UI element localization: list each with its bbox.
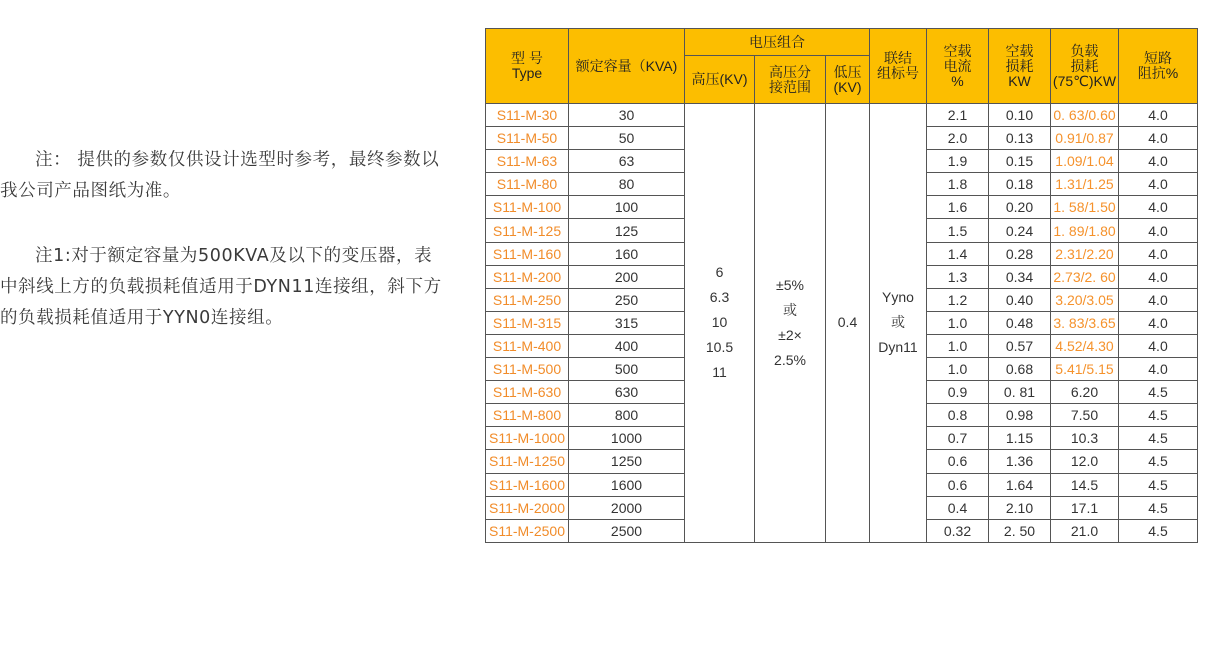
table-body	[486, 104, 1198, 543]
cell-model: S11-M-160	[486, 242, 569, 265]
cell-no-load-current: 1.2	[927, 288, 989, 311]
cell-impedance: 4.0	[1119, 150, 1198, 173]
header-model-cn: 型 号	[511, 50, 543, 66]
header-ll-line2: 损耗	[1070, 57, 1099, 74]
cell-capacity: 50	[569, 127, 685, 150]
cell-no-load-loss: 0.18	[989, 173, 1051, 196]
cell-load-loss: 6.20	[1051, 381, 1119, 404]
cell-impedance: 4.0	[1119, 358, 1198, 381]
cell-load-loss: 21.0	[1051, 519, 1119, 542]
cell-capacity: 125	[569, 219, 685, 242]
cell-model: S11-M-1600	[486, 473, 569, 496]
cell-model: S11-M-2000	[486, 496, 569, 519]
header-tap-line1: 高压分	[769, 63, 811, 80]
cell-load-loss: 12.0	[1051, 450, 1119, 473]
cell-load-loss: 2.31/2.20	[1051, 242, 1119, 265]
note-load-loss: 注1:对于额定容量为500KVA及以下的变压器，表中斜线上方的负载损耗值适用于DYN11连接组，斜下方的负载损耗值适用于YYN0连接组。	[0, 246, 442, 328]
cell-capacity: 80	[569, 173, 685, 196]
cell-hv-tap-range-line: ±5%	[776, 276, 804, 293]
cell-model: S11-M-630	[486, 381, 569, 404]
cell-model: S11-M-100	[486, 196, 569, 219]
table-row	[486, 104, 1198, 127]
cell-impedance: 4.5	[1119, 427, 1198, 450]
cell-no-load-loss: 0.15	[989, 150, 1051, 173]
cell-no-load-current: 1.3	[927, 265, 989, 288]
cell-capacity: 200	[569, 265, 685, 288]
cell-model: S11-M-2500	[486, 519, 569, 542]
cell-no-load-current: 1.6	[927, 196, 989, 219]
cell-capacity: 315	[569, 311, 685, 334]
cell-no-load-current: 0.6	[927, 473, 989, 496]
cell-hv-tap-range-line: ±2×	[778, 326, 802, 343]
cell-model: S11-M-800	[486, 404, 569, 427]
header-connection-line1: 联结	[884, 50, 912, 66]
cell-model: S11-M-200	[486, 265, 569, 288]
cell-no-load-current: 1.4	[927, 242, 989, 265]
cell-no-load-loss: 0.40	[989, 288, 1051, 311]
cell-high-voltage	[685, 104, 755, 543]
cell-capacity: 2500	[569, 519, 685, 542]
cell-high-voltage-line: 10	[711, 314, 728, 331]
cell-load-loss: 3.20/3.05	[1051, 288, 1119, 311]
header-hv-tap-range	[755, 56, 826, 104]
cell-high-voltage-line: 6.3	[709, 289, 730, 306]
cell-high-voltage-line: 10.5	[705, 339, 734, 356]
cell-load-loss: 5.41/5.15	[1051, 358, 1119, 381]
cell-no-load-loss: 0.13	[989, 127, 1051, 150]
cell-hv-tap-range-line: 或	[783, 301, 797, 318]
cell-no-load-loss: 1.36	[989, 450, 1051, 473]
cell-no-load-loss: 1.15	[989, 427, 1051, 450]
transformer-spec-table	[485, 28, 1198, 543]
header-high-voltage: 高压(KV)	[685, 56, 755, 104]
cell-capacity: 800	[569, 404, 685, 427]
cell-capacity: 1250	[569, 450, 685, 473]
cell-impedance: 4.5	[1119, 519, 1198, 542]
header-tap-line2: 接范围	[769, 78, 811, 95]
cell-impedance: 4.0	[1119, 196, 1198, 219]
cell-impedance: 4.0	[1119, 288, 1198, 311]
cell-no-load-loss: 0.34	[989, 265, 1051, 288]
cell-capacity: 2000	[569, 496, 685, 519]
cell-load-loss: 7.50	[1051, 404, 1119, 427]
cell-model: S11-M-125	[486, 219, 569, 242]
cell-model: S11-M-315	[486, 311, 569, 334]
cell-capacity: 630	[569, 381, 685, 404]
cell-impedance: 4.0	[1119, 219, 1198, 242]
cell-connection	[870, 104, 927, 543]
header-ll-line1: 负载	[1070, 42, 1099, 59]
header-capacity: 额定容量（KVA)	[569, 29, 685, 104]
cell-low-voltage: 0.4	[826, 104, 870, 543]
header-model	[486, 29, 569, 104]
cell-no-load-loss: 0.48	[989, 311, 1051, 334]
cell-no-load-current: 1.0	[927, 334, 989, 357]
header-no-load-current	[927, 29, 989, 104]
cell-model: S11-M-250	[486, 288, 569, 311]
cell-no-load-current: 0.8	[927, 404, 989, 427]
cell-load-loss: 10.3	[1051, 427, 1119, 450]
cell-capacity: 250	[569, 288, 685, 311]
header-nlc-line3: %	[951, 72, 964, 89]
header-lv-line2: (KV)	[833, 78, 862, 95]
cell-impedance: 4.5	[1119, 496, 1198, 519]
cell-no-load-loss: 0.57	[989, 334, 1051, 357]
cell-impedance: 4.0	[1119, 127, 1198, 150]
cell-no-load-loss: 0.28	[989, 242, 1051, 265]
cell-no-load-current: 0.9	[927, 381, 989, 404]
cell-capacity: 63	[569, 150, 685, 173]
cell-load-loss: 1. 58/1.50	[1051, 196, 1119, 219]
header-nll-line1: 空载	[1005, 42, 1034, 59]
cell-no-load-current: 2.1	[927, 104, 989, 127]
cell-no-load-loss: 0. 81	[989, 381, 1051, 404]
cell-impedance: 4.0	[1119, 173, 1198, 196]
note-disclaimer: 注： 提供的参数仅供设计选型时参考，最终参数以我公司产品图纸为准。	[0, 150, 440, 201]
cell-capacity: 500	[569, 358, 685, 381]
header-nlc-line2: 电流	[943, 57, 972, 74]
cell-no-load-loss: 2.10	[989, 496, 1051, 519]
cell-impedance: 4.0	[1119, 104, 1198, 127]
cell-no-load-current: 0.4	[927, 496, 989, 519]
header-imp-line1: 短路	[1144, 50, 1172, 66]
header-voltage-group: 电压组合	[685, 29, 870, 56]
header-lv-line1: 低压	[833, 63, 862, 80]
cell-impedance: 4.5	[1119, 473, 1198, 496]
cell-model: S11-M-63	[486, 150, 569, 173]
cell-no-load-current: 1.5	[927, 219, 989, 242]
cell-capacity: 160	[569, 242, 685, 265]
cell-hv-tap-range	[755, 104, 826, 543]
cell-impedance: 4.5	[1119, 381, 1198, 404]
cell-load-loss: 2.73/2. 60	[1051, 265, 1119, 288]
cell-load-loss: 0.91/0.87	[1051, 127, 1119, 150]
header-low-voltage	[826, 56, 870, 104]
header-imp-line2: 阻抗%	[1137, 65, 1179, 81]
cell-model: S11-M-500	[486, 358, 569, 381]
header-model-en: Type	[511, 65, 543, 81]
cell-capacity: 1000	[569, 427, 685, 450]
cell-no-load-loss: 0.20	[989, 196, 1051, 219]
cell-model: S11-M-30	[486, 104, 569, 127]
header-impedance	[1119, 29, 1198, 104]
cell-load-loss: 1.09/1.04	[1051, 150, 1119, 173]
cell-load-loss: 4.52/4.30	[1051, 334, 1119, 357]
cell-capacity: 30	[569, 104, 685, 127]
cell-impedance: 4.0	[1119, 334, 1198, 357]
cell-impedance: 4.5	[1119, 404, 1198, 427]
cell-no-load-current: 1.0	[927, 311, 989, 334]
cell-capacity: 1600	[569, 473, 685, 496]
header-connection	[870, 29, 927, 104]
cell-impedance: 4.0	[1119, 265, 1198, 288]
cell-no-load-loss: 0.24	[989, 219, 1051, 242]
cell-high-voltage-line: 11	[712, 364, 727, 381]
cell-impedance: 4.0	[1119, 242, 1198, 265]
cell-no-load-loss: 0.68	[989, 358, 1051, 381]
cell-model: S11-M-400	[486, 334, 569, 357]
cell-capacity: 100	[569, 196, 685, 219]
notes-panel	[0, 145, 446, 334]
header-no-load-loss	[989, 29, 1051, 104]
cell-model: S11-M-1000	[486, 427, 569, 450]
cell-load-loss: 3. 83/3.65	[1051, 311, 1119, 334]
cell-no-load-loss: 2. 50	[989, 519, 1051, 542]
cell-model: S11-M-80	[486, 173, 569, 196]
header-nll-line3: KW	[1008, 72, 1031, 89]
cell-connection-line: Dyn11	[878, 339, 918, 356]
cell-model: S11-M-1250	[486, 450, 569, 473]
cell-capacity: 400	[569, 334, 685, 357]
cell-load-loss: 17.1	[1051, 496, 1119, 519]
header-load-loss	[1051, 29, 1119, 104]
cell-connection-line: 或	[891, 314, 905, 331]
cell-hv-tap-range-line: 2.5%	[774, 351, 806, 368]
cell-impedance: 4.5	[1119, 450, 1198, 473]
header-nlc-line1: 空载	[943, 42, 972, 59]
header-ll-line3: (75℃)KW	[1052, 72, 1117, 89]
cell-impedance: 4.0	[1119, 311, 1198, 334]
cell-model: S11-M-50	[486, 127, 569, 150]
cell-load-loss: 1. 89/1.80	[1051, 219, 1119, 242]
cell-no-load-loss: 0.98	[989, 404, 1051, 427]
cell-load-loss: 1.31/1.25	[1051, 173, 1119, 196]
cell-no-load-current: 0.6	[927, 450, 989, 473]
cell-load-loss: 14.5	[1051, 473, 1119, 496]
cell-no-load-loss: 0.10	[989, 104, 1051, 127]
cell-no-load-current: 0.32	[927, 519, 989, 542]
cell-no-load-loss: 1.64	[989, 473, 1051, 496]
header-connection-line2: 组标号	[877, 65, 919, 81]
cell-connection-line: Yyno	[882, 289, 914, 306]
cell-no-load-current: 2.0	[927, 127, 989, 150]
cell-no-load-current: 0.7	[927, 427, 989, 450]
cell-no-load-current: 1.0	[927, 358, 989, 381]
cell-no-load-current: 1.8	[927, 173, 989, 196]
cell-no-load-current: 1.9	[927, 150, 989, 173]
cell-high-voltage-line: 6	[715, 264, 724, 281]
cell-load-loss: 0. 63/0.60	[1051, 104, 1119, 127]
header-nll-line2: 损耗	[1005, 57, 1034, 74]
